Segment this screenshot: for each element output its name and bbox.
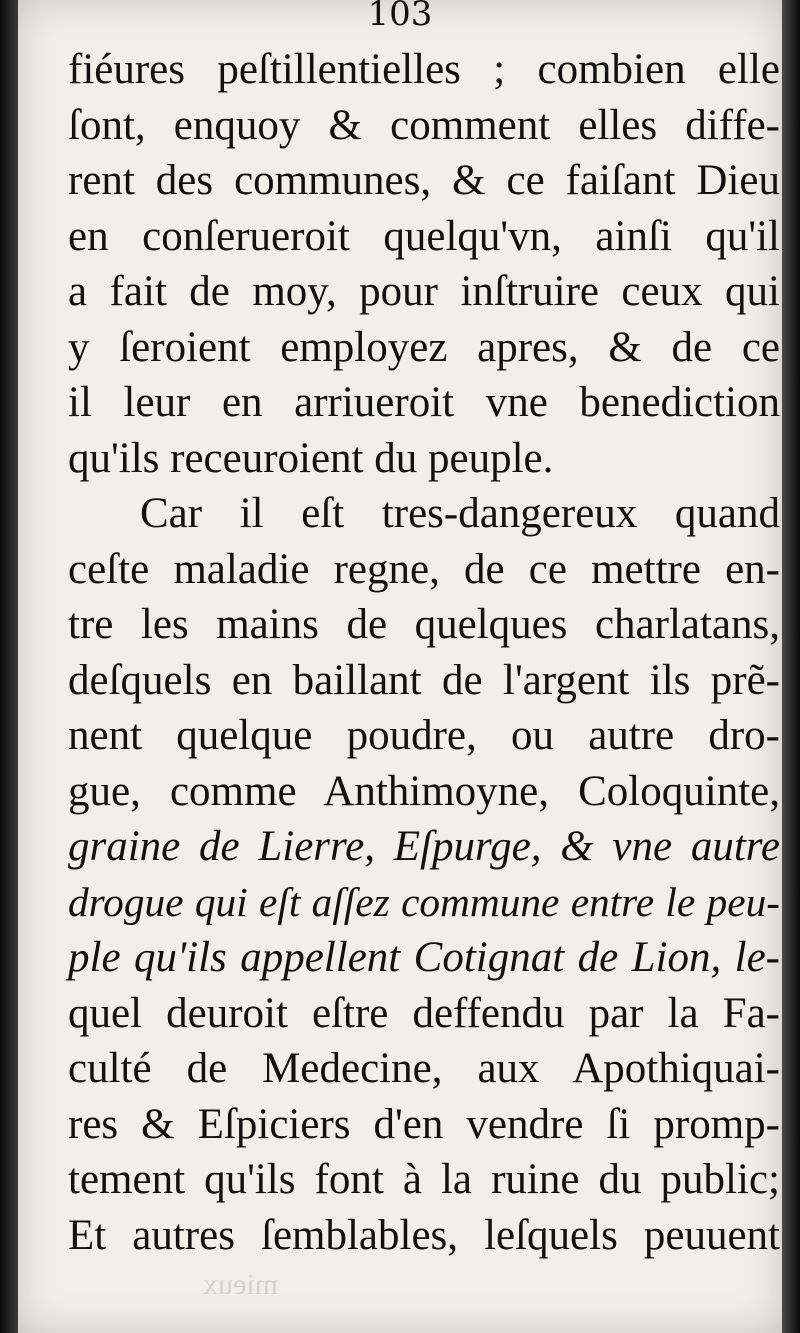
text-line: qu'ils receuroient du peuple. [68, 434, 554, 482]
text-line: res & Eſpiciers d'en vendre ſi promp- [68, 1100, 780, 1148]
text-line: rent des communes, & ce faiſant Dieu [68, 157, 780, 204]
text-line-italic: drogue qui eſt aſſez commune entre le peu- [68, 878, 780, 925]
text-line: ceſte maladie regne, de ce mettre en- [68, 545, 780, 593]
text-line: fiéures peſtillentielles ; combien elle [68, 46, 780, 93]
text-line: deſquels en baillant de l'argent ils prẽ- [68, 656, 780, 704]
text-line: il leur en arriueroit vne benediction [68, 379, 780, 426]
paragraph-1 [68, 42, 780, 486]
text-line: tement qu'ils font à la ruine du public; [68, 1156, 780, 1203]
text-line: culté de Medecine, aux Apothiquai- [68, 1045, 780, 1092]
bleed-through-text: mieux [203, 1268, 278, 1301]
body-text [68, 42, 780, 1263]
text-line: tre les mains de quelques charlatans, [68, 601, 780, 648]
text-line: nent quelque poudre, ou autre dro- [68, 712, 780, 759]
text-line-italic: graine de Lierre, Eſpurge, & vne autre [68, 823, 780, 870]
paragraph-2 [68, 486, 780, 1263]
text-line: ſont, enquoy & comment elles diffe- [68, 101, 780, 149]
text-line: quel deuroit eſtre deffendu par la Fa- [68, 989, 780, 1037]
text-line: a fait de moy, pour inſtruire ceux qui [68, 268, 780, 315]
text-line: gue, comme Anthimoyne, Coloquinte, [68, 767, 780, 815]
text-line: Et autres ſemblables, leſquels peuuent [68, 1211, 780, 1259]
text-line: y ſeroient employez apres, & de ce [68, 323, 780, 371]
text-line-italic: ple qu'ils appellent Cotignat de Lion, le- [68, 934, 780, 981]
book-page [18, 0, 782, 1333]
page-edge-right [782, 0, 800, 1333]
page-edge-left [0, 0, 18, 1333]
text-line: Car il eſt tres-dangereux quand [140, 490, 780, 537]
text-line: en conſerueroit quelqu'vn, ainſi qu'il [68, 212, 780, 260]
page-number: 103 [367, 0, 433, 34]
